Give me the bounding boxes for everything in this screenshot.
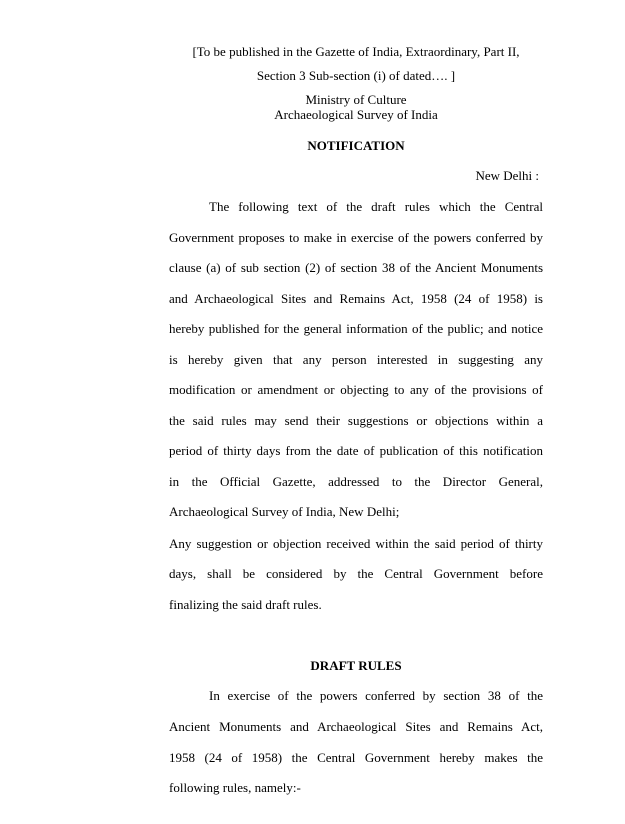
paragraph-line: Any suggestion or objection received within the said period of thirty	[169, 536, 543, 551]
paragraph-line: In exercise of the powers conferred by section 38 of the	[209, 688, 543, 703]
gazette-line-2: Section 3 Sub-section (i) of dated…. ]	[256, 68, 456, 83]
paragraph-line: finalizing the said draft rules.	[169, 597, 322, 612]
paragraph-line: The following text of the draft rules which the Central	[209, 199, 543, 214]
paragraph-line: hereby published for the general information of the public; and notice	[169, 321, 543, 336]
paragraph-line: modification or amendment or objecting to any of the provisions of	[169, 382, 543, 397]
paragraph-line: clause (a) of sub section (2) of section 38 of the Ancient Monuments	[169, 260, 543, 275]
paragraph-line: and Archaeological Sites and Remains Act, 1958 (24 of 1958) is	[169, 291, 543, 306]
department-name: Archaeological Survey of India	[274, 107, 438, 122]
paragraph-line: is hereby given that any person interested in suggesting any	[169, 352, 543, 367]
paragraph-line: 1958 (24 of 1958) the Central Government hereby makes the	[169, 750, 543, 765]
paragraph-line: period of thirty days from the date of publication of this notification	[169, 443, 543, 458]
paragraph-line: the said rules may send their suggestions or objections within a	[169, 413, 543, 428]
notification-title: NOTIFICATION	[307, 138, 405, 153]
paragraph-line: Archaeological Survey of India, New Delhi;	[169, 504, 400, 519]
place-line: New Delhi :	[475, 168, 539, 183]
draft-rules-title: DRAFT RULES	[310, 658, 402, 673]
gazette-line-1: [To be published in the Gazette of India, Extraordinary, Part II,	[192, 44, 520, 59]
paragraph-line: following rules, namely:-	[169, 780, 301, 795]
paragraph-line: Government proposes to make in exercise of the powers conferred by	[169, 230, 543, 245]
paragraph-line: days, shall be considered by the Central Government before	[169, 566, 543, 581]
paragraph-line: in the Official Gazette, addressed to the Director General,	[169, 474, 543, 489]
ministry-name: Ministry of Culture	[305, 92, 407, 107]
paragraph-line: Ancient Monuments and Archaeological Sites and Remains Act,	[169, 719, 543, 734]
